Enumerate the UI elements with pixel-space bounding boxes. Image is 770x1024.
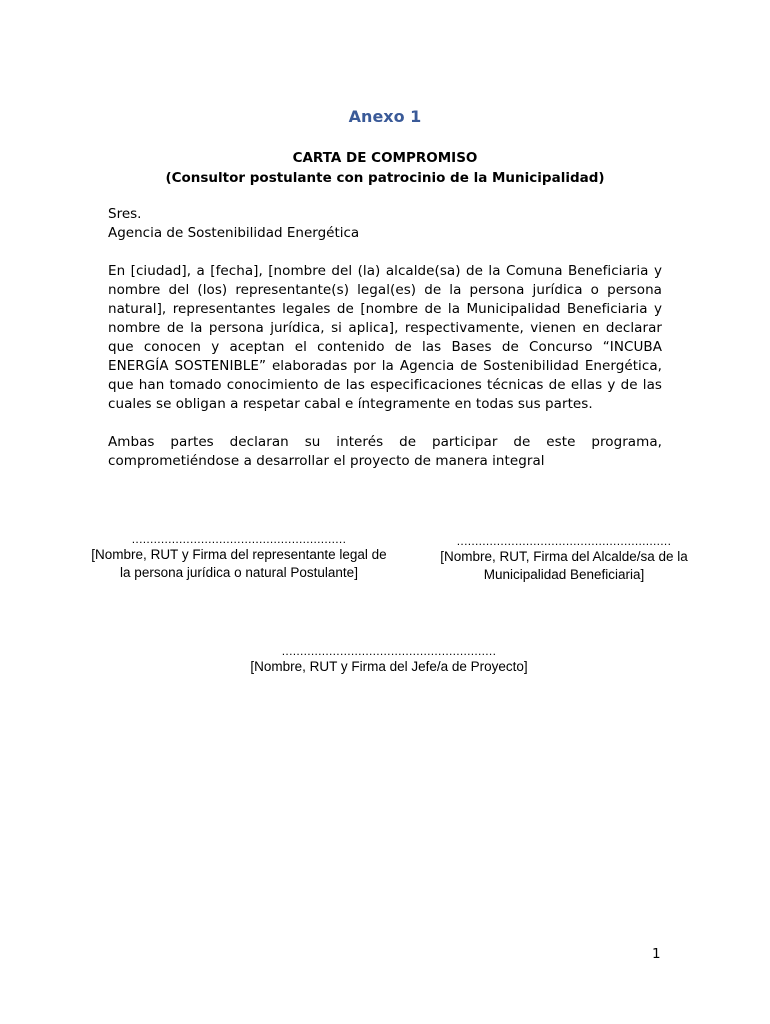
letter-heading: [0, 148, 770, 188]
salutation-line-1: Sres.: [108, 206, 142, 222]
signature-line: ...........................................................: [281, 644, 497, 658]
signature-label-line-1: [Nombre, RUT y Firma del representante legal de: [91, 547, 387, 562]
signature-label-line-2: la persona jurídica o natural Postulante]: [120, 565, 358, 580]
signature-block-alcalde: [428, 534, 700, 584]
annex-title: Anexo 1: [348, 107, 422, 126]
signature-line: ...........................................................: [131, 532, 347, 546]
signature-line: ...........................................................: [456, 534, 672, 548]
body-paragraph-1: En [ciudad], a [fecha], [nombre del (la) alcalde(sa) de la Comuna Beneficiaria y nombre del (los) representante(s) legal(es) de la persona jurídica o persona natural], representantes legales de [nombre de la Municipalidad Beneficiaria y nombre de la persona jurídica, si aplica], respectivamente, vienen en declarar que conocen y aceptan el contenido de las Bases de Concurso “INCUBA ENERGÍA SOSTENIBLE” elaboradas por la Agencia de Sostenibilidad Energética, que han tomado conocimiento de las especificaciones técnicas de ellas y de las cuales se obligan a respetar cabal e íntegramente en todas sus partes.: [108, 263, 662, 412]
page-number: 1: [652, 946, 661, 962]
signature-label: [Nombre, RUT y Firma del Jefe/a de Proyecto]: [250, 659, 528, 674]
letter-title: CARTA DE COMPROMISO: [292, 150, 478, 166]
signature-block-jefe-proyecto: [230, 644, 548, 676]
signature-block-postulante: [80, 532, 398, 582]
salutation-line-2: Agencia de Sostenibilidad Energética: [108, 225, 360, 241]
letter-subtitle: (Consultor postulante con patrocinio de la Municipalidad): [165, 170, 605, 186]
body-paragraph-2: Ambas partes declaran su interés de participar de este programa, comprometiéndose a desarrollar el proyecto de manera integral: [108, 434, 662, 469]
signature-label-line-1: [Nombre, RUT, Firma del Alcalde/sa de la: [440, 549, 688, 564]
salutation: [108, 205, 359, 243]
signature-label-line-2: Municipalidad Beneficiaria]: [483, 567, 645, 582]
